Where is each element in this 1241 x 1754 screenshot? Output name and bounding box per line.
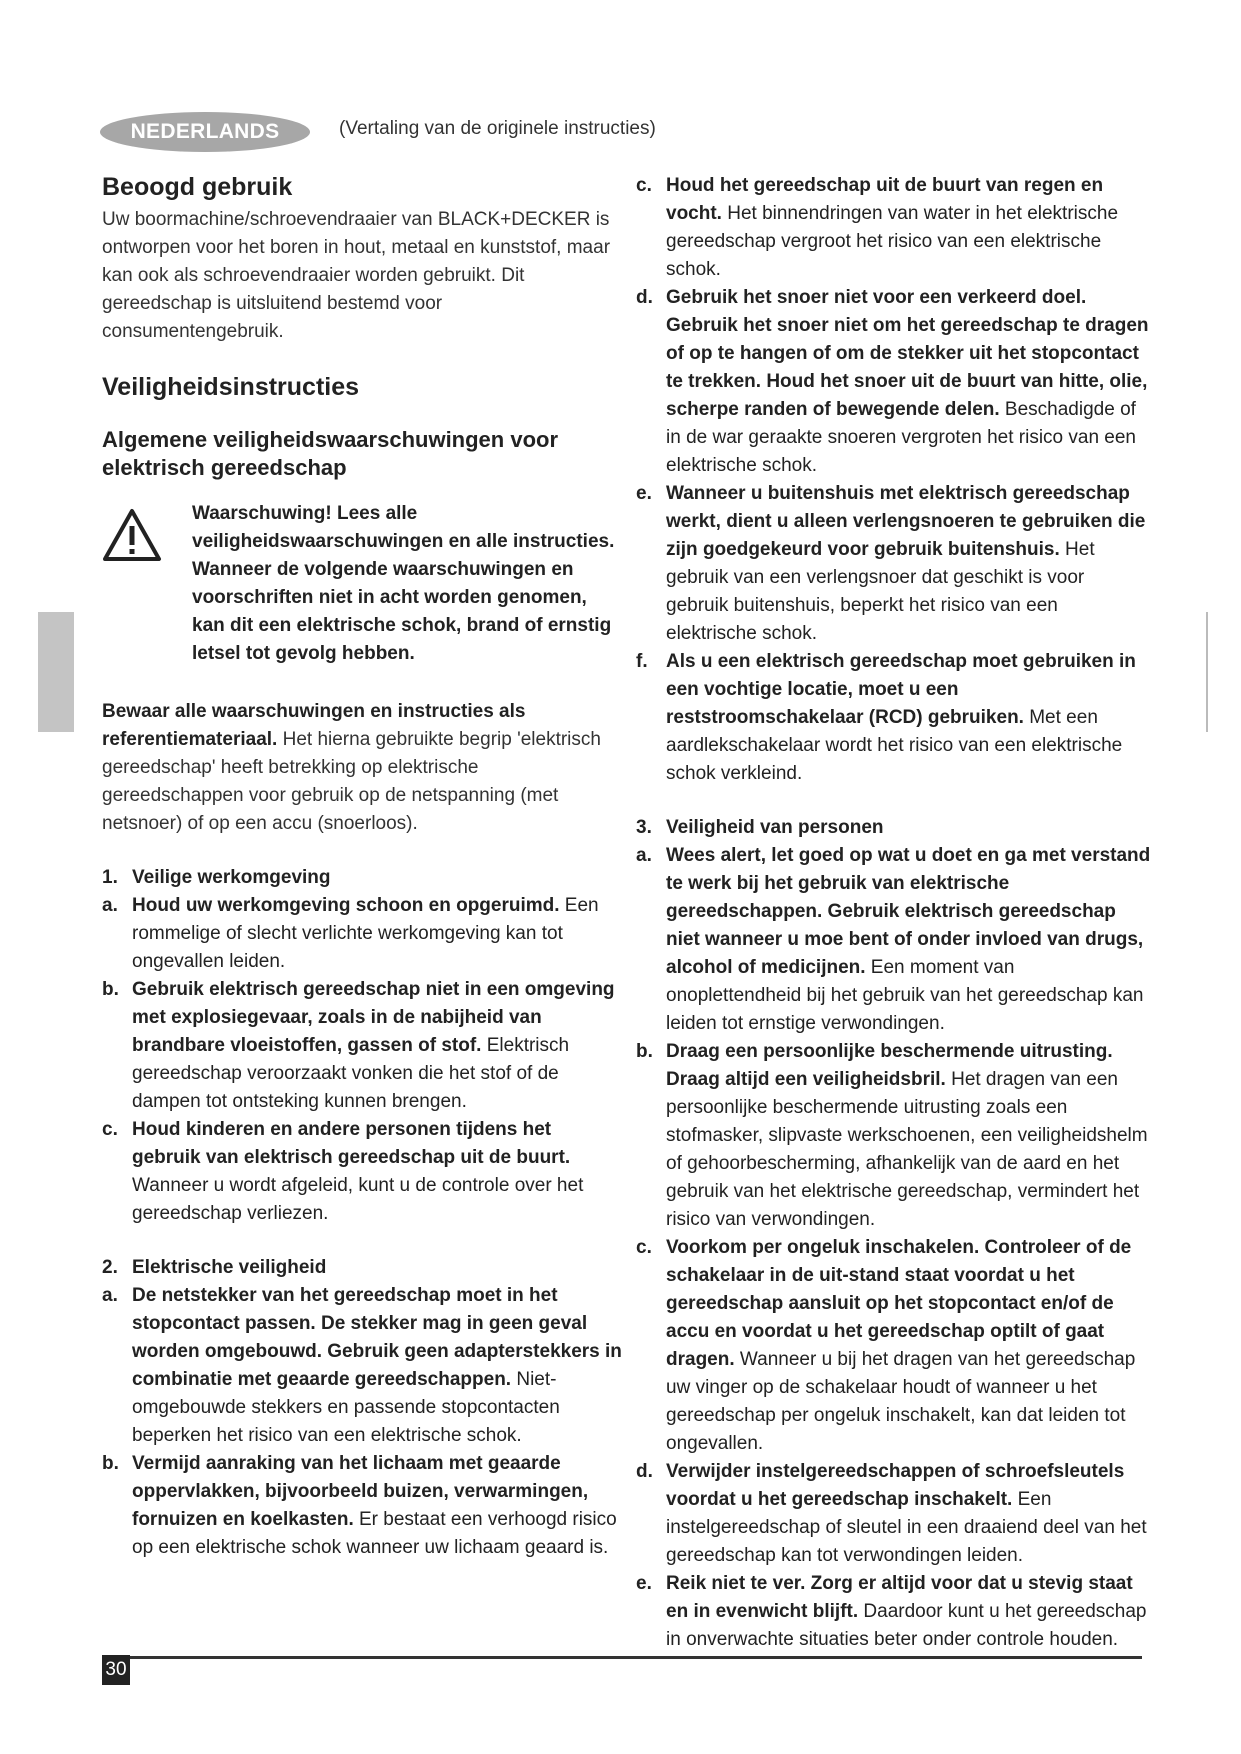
list-item-1b: b. Gebruik elektrisch gereedschap niet in een omgeving met explosiegevaar, zoals in de nabijheid van brandbare vloeistoffen, gassen of stof. Elektrisch gereedschap veroorzaakt vonken die het stof of de dampen tot ontsteking kunnen brengen. bbox=[102, 979, 615, 1112]
language-badge bbox=[100, 112, 310, 152]
list-item-2b: b. Vermijd aanraking van het lichaam met geaarde oppervlakken, bijvoorbeeld buizen, verwarmingen, fornuizen en koelkasten. Er bestaat een verhoogd risico op een elektrische schok wanneer uw lichaam geaard is. bbox=[102, 1453, 617, 1558]
page-number bbox=[102, 1655, 130, 1685]
beoogd-text: Uw boormachine/schroevendraaier van BLACK+DECKER is ontworpen voor het boren in hout, metaal en kunststof, maar kan ook als schroevendraaier worden gebruikt. Dit gereedschap is uitsluitend bestemd voor consumentengebruik. bbox=[102, 209, 611, 342]
list-item-3e: e. Reik niet te ver. Zorg er altijd voor dat u stevig staat en in evenwicht blijft. Daardoor kunt u het gereedschap in onverwachte situaties beter onder controle houden. bbox=[636, 1573, 1147, 1650]
bewaar-paragraph bbox=[102, 698, 622, 838]
bewaar-bold: Bewaar alle waarschuwingen en instructies als referentiemateriaal. bbox=[102, 701, 526, 750]
translation-note: (Vertaling van de originele instructies) bbox=[339, 118, 656, 139]
page-number-text: 30 bbox=[105, 1659, 127, 1680]
section-title-beoogd: Beoogd gebruik bbox=[102, 173, 293, 201]
subsection-title-algemene: Algemene veiligheidswaarschuwingen voor elektrisch gereedschap bbox=[102, 427, 559, 480]
list-item-2c: c. Houd het gereedschap uit de buurt van regen en vocht. Het binnendringen van water in het elektrische gereedschap vergroot het risico van een elektrische schok. bbox=[636, 175, 1119, 280]
list-item-3c: c. Voorkom per ongeluk inschakelen. Controleer of de schakelaar in de uit-stand staat voordat u het gereedschap aansluit op het stopcontact en/of de accu en voordat u het gereedschap optilt of gaat dragen. Wanneer u bij het dragen van het gereedschap uw vinger op de schakelaar houdt of wanneer u het gereedschap per ongeluk inschakelt, kan dat leiden tot ongevallen. bbox=[636, 1237, 1136, 1454]
list-item-3b: b. Draag een persoonlijke beschermende uitrusting. Draag altijd een veiligheidsbril. Het dragen van een persoonlijke beschermende uitrusting zoals een stofmasker, slipvaste werkschoenen, een veiligheidshelm of gehoorbescherming, afhankelijk van de aard en het gebruik van het elektrische gereedschap, vermindert het risico van verwondingen. bbox=[636, 1041, 1148, 1230]
side-tab bbox=[38, 612, 74, 732]
list-heading-1: 1. Veilige werkomgeving bbox=[102, 867, 331, 888]
list-item-2a: a. De netstekker van het gereedschap moet in het stopcontact passen. De stekker mag in geen geval worden omgebouwd. Gebruik geen adapterstekkers in combinatie met geaarde gereedschappen. Niet-omgebouwde stekkers en passende stopcontacten beperken het risico van een elektrische schok. bbox=[102, 1285, 622, 1446]
list-heading-3: 3. Veiligheid van personen bbox=[636, 817, 884, 838]
list-item-2f: f. Als u een elektrisch gereedschap moet gebruiken in een vochtige locatie, moet u een reststroomschakelaar (RCD) gebruiken. Met een aardlekschakelaar wordt het risico van een elektrische schok verkleind. bbox=[636, 651, 1136, 784]
list-item-1a: a. Houd uw werkomgeving schoon en opgeruimd. Een rommelige of slecht verlichte werkomgeving kan tot ongevallen leiden. bbox=[102, 895, 599, 972]
footer-rule bbox=[102, 1656, 1142, 1659]
list-item-3a: a. Wees alert, let goed op wat u doet en ga met verstand te werk bij het gebruik van elektrische gereedschappen. Gebruik elektrisch gereedschap niet wanneer u moe bent of onder invloed van drugs, alcohol of medicijnen. Een moment van onoplettendheid bij het gebruik van het gereedschap kan leiden tot ernstige verwondingen. bbox=[636, 845, 1151, 1034]
margin-mark bbox=[1206, 612, 1208, 732]
warning-block bbox=[102, 500, 622, 668]
list-item-1c: c. Houd kinderen en andere personen tijdens het gebruik van elektrisch gereedschap uit de buurt. Wanneer u wordt afgeleid, kunt u de controle over het gereedschap verliezen. bbox=[102, 1119, 584, 1224]
list-item-3d: d. Verwijder instelgereedschappen of schroefsleutels voordat u het gereedschap inschakelt. Een instelgereedschap of sleutel in een draaiend deel van het gereedschap kan tot verwondingen leiden. bbox=[636, 1461, 1147, 1566]
left-column bbox=[102, 172, 622, 1562]
right-column bbox=[636, 172, 1151, 1654]
list-heading-2: 2. Elektrische veiligheid bbox=[102, 1257, 327, 1278]
warning-triangle-icon bbox=[102, 500, 192, 668]
bewaar-text: Het hierna gebruikte begrip 'elektrisch gereedschap' heeft betrekking op elektrische gereedschappen voor gebruik op de netspanning (met netsnoer) of op een accu (snoerloos). bbox=[102, 729, 601, 834]
list-item-2d: d. Gebruik het snoer niet voor een verkeerd doel. Gebruik het snoer niet om het gereedschap te dragen of op te hangen of om de stekker uit het stopcontact te trekken. Houd het snoer uit de buurt van hitte, olie, scherpe randen of bewegende delen. Beschadigde of in de war geraakte snoeren vergroten het risico van een elektrische schok. bbox=[636, 287, 1149, 476]
section-title-veiligheid: Veiligheidsinstructies bbox=[102, 373, 360, 401]
warning-text: Waarschuwing! Lees alle veiligheidswaarschuwingen en alle instructies. Wanneer de volgende waarschuwingen en voorschriften niet in acht worden genomen, kan dit een elektrische schok, brand of ernstig letsel tot gevolg hebben. bbox=[192, 503, 615, 664]
language-label: NEDERLANDS bbox=[130, 120, 280, 143]
list-item-2e: e. Wanneer u buitenshuis met elektrisch gereedschap werkt, dient u alleen verlengsnoeren te gebruiken die zijn goedgekeurd voor gebruik buitenshuis. Het gebruik van een verlengsnoer dat geschikt is voor gebruik buitenshuis, beperkt het risico van een elektrische schok. bbox=[636, 483, 1146, 644]
